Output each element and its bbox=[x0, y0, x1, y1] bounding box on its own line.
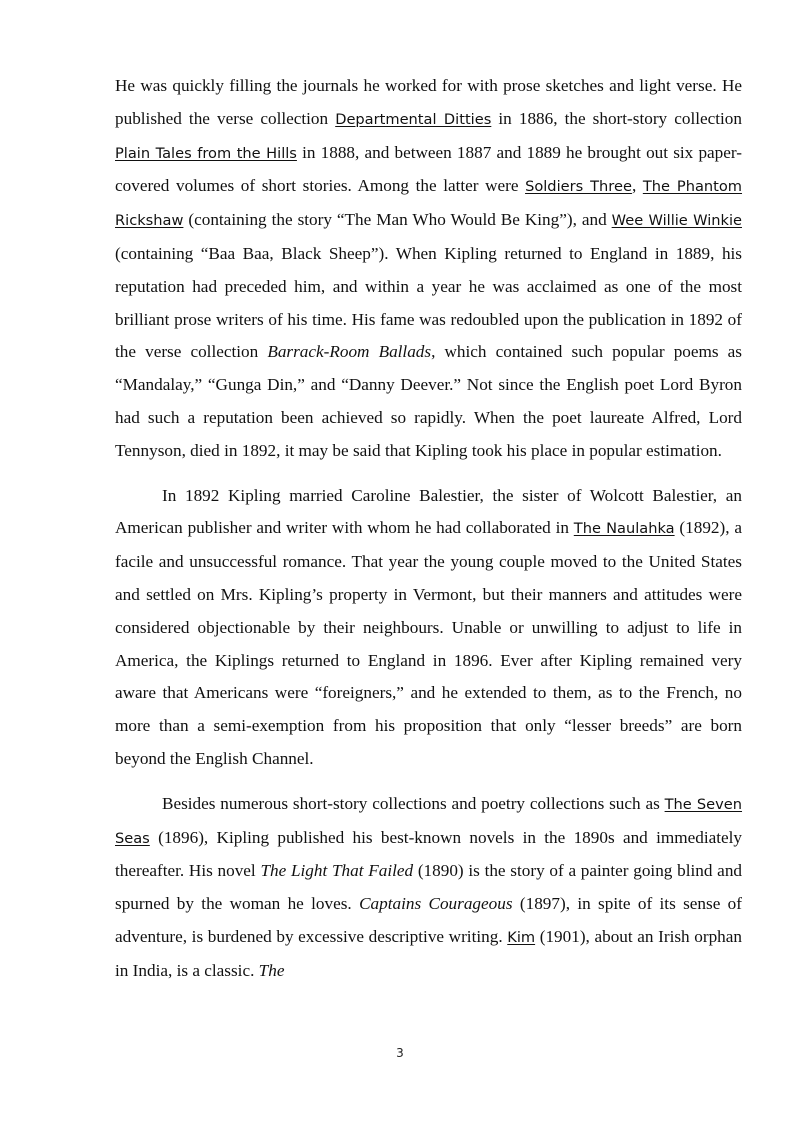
book-title-link[interactable]: Departmental Ditties bbox=[335, 110, 492, 128]
paragraph-2 bbox=[115, 480, 742, 776]
paragraph-3 bbox=[115, 788, 742, 988]
book-title-link[interactable]: Soldiers Three bbox=[525, 178, 632, 196]
book-title-link[interactable]: Wee Willie Winkie bbox=[611, 212, 742, 230]
page-number: 3 bbox=[396, 1046, 404, 1060]
text-segment: In 1892 Kipling married Caroline Balestier, the sister of Wolcott Balestier, an American publisher and writer with whom he had collaborated in bbox=[115, 485, 742, 538]
italic-title: Barrack-Room Ballads bbox=[267, 342, 432, 362]
text-segment: , which contained such popular poems as “Mandalay,” “Gunga Din,” and “Danny Deever.” Not since the English poet Lord Byron had such a reputation been achieved so rapidly. When the poet laureate Alfred, Lord Tennyson, died in 1892, it may be said that Kipling took his place in popular estimation. bbox=[115, 342, 742, 460]
text-segment: (containing the story “The Man Who Would Be King”), and bbox=[183, 210, 612, 230]
body-text bbox=[115, 70, 742, 988]
italic-title: Captains Courageous bbox=[359, 894, 513, 914]
text-segment: (1897), in spite of its sense of adventure, is burdened by excessive descriptive writing. bbox=[115, 894, 742, 946]
book-title-link[interactable]: The Naulahka bbox=[573, 520, 675, 538]
italic-title: The bbox=[258, 960, 285, 980]
book-title-link[interactable]: Kim bbox=[507, 928, 536, 946]
paragraph-1 bbox=[115, 70, 742, 468]
text-segment: (1896), Kipling published his best-known novels in the 1890s and immediately thereafter. His novel bbox=[115, 827, 742, 881]
book-title-link[interactable]: The Seven Seas bbox=[115, 795, 743, 847]
text-segment: in 1888, and between 1887 and 1889 he brought out six paper-covered volumes of short stories. Among the latter were bbox=[115, 142, 742, 196]
text-segment: (1901), about an Irish orphan in India, is a classic. bbox=[115, 926, 742, 980]
text-segment: (containing “Baa Baa, Black Sheep”). When Kipling returned to England in 1889, his reputation had preceded him, and within a year he was acclaimed as one of the most brilliant prose writers of his time. His fame was redoubled upon the publication in 1892 of the verse collection bbox=[115, 243, 742, 362]
text-segment: Besides numerous short-story collections and poetry collections such as bbox=[162, 793, 665, 813]
text-segment: , bbox=[631, 176, 643, 196]
italic-title: The Light That Failed bbox=[260, 861, 414, 881]
book-title-link[interactable]: Plain Tales from the Hills bbox=[115, 144, 297, 162]
book-title-link[interactable]: The Phantom Rickshaw bbox=[115, 178, 743, 230]
text-segment: He was quickly filling the journals he worked for with prose sketches and light verse. He published the verse collection bbox=[115, 76, 742, 128]
text-segment: (1890) is the story of a painter going blind and spurned by the woman he loves. bbox=[115, 861, 743, 914]
text-segment: in 1886, the short-story collection bbox=[491, 108, 742, 128]
text-segment: (1892), a facile and unsuccessful romance. That year the young couple moved to the United States and settled on Mrs. Kipling’s property in Vermont, but their manners and attitudes were considered objectionable by their neighbours. Unable or unwilling to adjust to life in America, the Kiplings returned to England in 1896. Ever after Kipling remained very aware that Americans were “foreigners,” and he extended to them, as to the French, no more than a semi-exemption from his proposition that only “lesser breeds” are born beyond the English Channel. bbox=[115, 518, 743, 768]
